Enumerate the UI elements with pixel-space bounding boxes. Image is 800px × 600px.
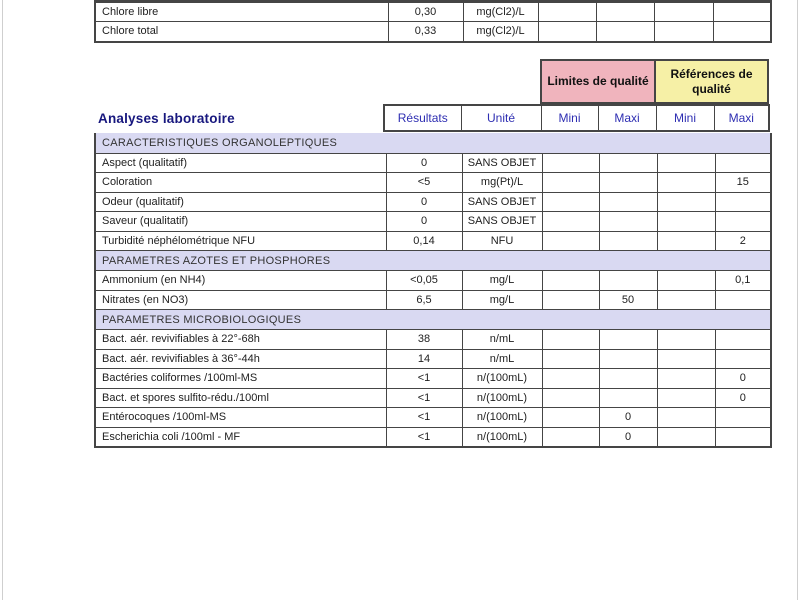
references-mini-column-header: Mini — [656, 105, 714, 131]
references-maxi-cell — [715, 153, 771, 173]
chlorine-table — [94, 0, 772, 43]
result-cell: 0 — [386, 153, 462, 173]
references-mini-cell — [657, 153, 715, 173]
limits-mini-cell — [542, 427, 599, 447]
references-maxi-column-header: Maxi — [714, 105, 769, 131]
references-maxi-cell — [715, 192, 771, 212]
label-cell: Bact. aér. revivifiables à 36°-44h — [95, 349, 386, 369]
result-cell: <1 — [386, 369, 462, 389]
references-mini-cell — [657, 408, 715, 428]
result-cell: 0,14 — [386, 231, 462, 251]
limits-mini-cell — [542, 349, 599, 369]
references-quality-header: Références de qualité — [654, 59, 769, 104]
unit-cell: mg(Pt)/L — [462, 173, 542, 193]
references-maxi-cell — [713, 2, 771, 22]
references-mini-cell — [657, 192, 715, 212]
label-cell: Bact. et spores sulfito-rédu./100ml — [95, 388, 386, 408]
limits-mini-cell — [538, 22, 596, 42]
result-cell: 0,33 — [388, 22, 463, 42]
section-header-row — [95, 133, 771, 153]
limits-maxi-cell — [599, 369, 657, 389]
limits-maxi-column-header: Maxi — [598, 105, 656, 131]
limits-mini-cell — [542, 369, 599, 389]
unit-column-header: Unité — [461, 105, 541, 131]
limits-mini-cell — [542, 330, 599, 350]
references-maxi-cell — [713, 22, 771, 42]
limits-maxi-cell — [599, 192, 657, 212]
references-maxi-cell — [715, 349, 771, 369]
limits-maxi-cell — [599, 231, 657, 251]
limits-maxi-cell — [596, 22, 654, 42]
table-row — [95, 2, 771, 22]
result-cell: 0 — [386, 192, 462, 212]
limits-maxi-cell: 0 — [599, 408, 657, 428]
table-row — [95, 349, 771, 369]
table-row — [95, 271, 771, 291]
section-title: CARACTERISTIQUES ORGANOLEPTIQUES — [95, 133, 771, 153]
label-cell: Bactéries coliformes /100ml-MS — [95, 369, 386, 389]
limits-mini-cell — [542, 271, 599, 291]
unit-cell: n/mL — [462, 330, 542, 350]
table-row — [95, 212, 771, 232]
unit-cell: n/(100mL) — [462, 408, 542, 428]
unit-cell: SANS OBJET — [462, 153, 542, 173]
table-row — [95, 388, 771, 408]
references-maxi-cell: 0 — [715, 369, 771, 389]
unit-cell: mg/L — [462, 271, 542, 291]
label-cell: Ammonium (en NH4) — [95, 271, 386, 291]
references-mini-cell — [657, 212, 715, 232]
limits-mini-cell — [542, 388, 599, 408]
references-maxi-cell: 0,1 — [715, 271, 771, 291]
page-edge-left — [2, 0, 3, 600]
limits-maxi-cell — [599, 212, 657, 232]
result-cell: 38 — [386, 330, 462, 350]
page-edge-right — [797, 0, 798, 600]
limits-maxi-cell — [599, 271, 657, 291]
analysis-table — [94, 133, 772, 448]
analysis-table-body — [95, 133, 771, 447]
references-mini-cell — [657, 231, 715, 251]
table-row — [95, 231, 771, 251]
unit-cell: SANS OBJET — [462, 192, 542, 212]
references-maxi-cell — [715, 408, 771, 428]
limits-maxi-cell — [596, 2, 654, 22]
table-row — [95, 22, 771, 42]
table-row — [95, 427, 771, 447]
label-cell: Chlore libre — [95, 2, 388, 22]
references-mini-cell — [657, 369, 715, 389]
label-cell: Coloration — [95, 173, 386, 193]
unit-cell: mg(Cl2)/L — [463, 2, 538, 22]
label-cell: Escherichia coli /100ml - MF — [95, 427, 386, 447]
chlorine-table-body — [95, 2, 771, 42]
references-mini-cell — [654, 2, 713, 22]
section-header-row — [95, 310, 771, 330]
result-cell: <5 — [386, 173, 462, 193]
references-mini-cell — [657, 349, 715, 369]
unit-cell: n/(100mL) — [462, 369, 542, 389]
result-cell: 14 — [386, 349, 462, 369]
unit-cell: n/(100mL) — [462, 427, 542, 447]
references-mini-cell — [657, 330, 715, 350]
result-cell: 6,5 — [386, 290, 462, 310]
results-column-header: Résultats — [384, 105, 461, 131]
references-maxi-cell: 2 — [715, 231, 771, 251]
unit-cell: SANS OBJET — [462, 212, 542, 232]
unit-cell: NFU — [462, 231, 542, 251]
limits-mini-cell — [538, 2, 596, 22]
limits-mini-cell — [542, 408, 599, 428]
limits-mini-column-header: Mini — [541, 105, 598, 131]
table-row — [95, 192, 771, 212]
limits-maxi-cell — [599, 153, 657, 173]
limits-quality-header: Limites de qualité — [540, 59, 656, 104]
label-cell: Chlore total — [95, 22, 388, 42]
result-cell: <0,05 — [386, 271, 462, 291]
limits-maxi-cell — [599, 388, 657, 408]
column-header-row — [384, 105, 769, 131]
label-cell: Bact. aér. revivifiables à 22°-68h — [95, 330, 386, 350]
result-cell: <1 — [386, 408, 462, 428]
references-maxi-cell: 15 — [715, 173, 771, 193]
table-row — [95, 330, 771, 350]
quality-headers — [540, 59, 769, 104]
limits-maxi-cell — [599, 349, 657, 369]
unit-cell: n/(100mL) — [462, 388, 542, 408]
result-cell: <1 — [386, 427, 462, 447]
references-maxi-cell — [715, 330, 771, 350]
label-cell: Turbidité néphélométrique NFU — [95, 231, 386, 251]
label-cell: Nitrates (en NO3) — [95, 290, 386, 310]
references-maxi-cell: 0 — [715, 388, 771, 408]
table-row — [95, 153, 771, 173]
references-mini-cell — [657, 271, 715, 291]
limits-maxi-cell — [599, 173, 657, 193]
section-title: PARAMETRES AZOTES ET PHOSPHORES — [95, 251, 771, 271]
page-title: Analyses laboratoire — [98, 111, 235, 126]
unit-cell: mg(Cl2)/L — [463, 22, 538, 42]
unit-cell: n/mL — [462, 349, 542, 369]
references-mini-cell — [657, 173, 715, 193]
limits-mini-cell — [542, 212, 599, 232]
references-maxi-cell — [715, 290, 771, 310]
limits-mini-cell — [542, 231, 599, 251]
limits-mini-cell — [542, 153, 599, 173]
limits-maxi-cell: 50 — [599, 290, 657, 310]
label-cell: Aspect (qualitatif) — [95, 153, 386, 173]
label-cell: Entérocoques /100ml-MS — [95, 408, 386, 428]
references-mini-cell — [657, 290, 715, 310]
result-cell: 0 — [386, 212, 462, 232]
limits-maxi-cell — [599, 330, 657, 350]
section-title: PARAMETRES MICROBIOLOGIQUES — [95, 310, 771, 330]
label-cell: Saveur (qualitatif) — [95, 212, 386, 232]
references-maxi-cell — [715, 427, 771, 447]
result-cell: <1 — [386, 388, 462, 408]
label-cell: Odeur (qualitatif) — [95, 192, 386, 212]
unit-cell: mg/L — [462, 290, 542, 310]
column-header-table — [383, 104, 770, 132]
references-maxi-cell — [715, 212, 771, 232]
references-mini-cell — [657, 388, 715, 408]
section-header-row — [95, 251, 771, 271]
references-mini-cell — [654, 22, 713, 42]
table-row — [95, 369, 771, 389]
table-row — [95, 173, 771, 193]
limits-mini-cell — [542, 173, 599, 193]
table-row — [95, 408, 771, 428]
limits-mini-cell — [542, 192, 599, 212]
table-row — [95, 290, 771, 310]
result-cell: 0,30 — [388, 2, 463, 22]
references-mini-cell — [657, 427, 715, 447]
limits-mini-cell — [542, 290, 599, 310]
limits-maxi-cell: 0 — [599, 427, 657, 447]
